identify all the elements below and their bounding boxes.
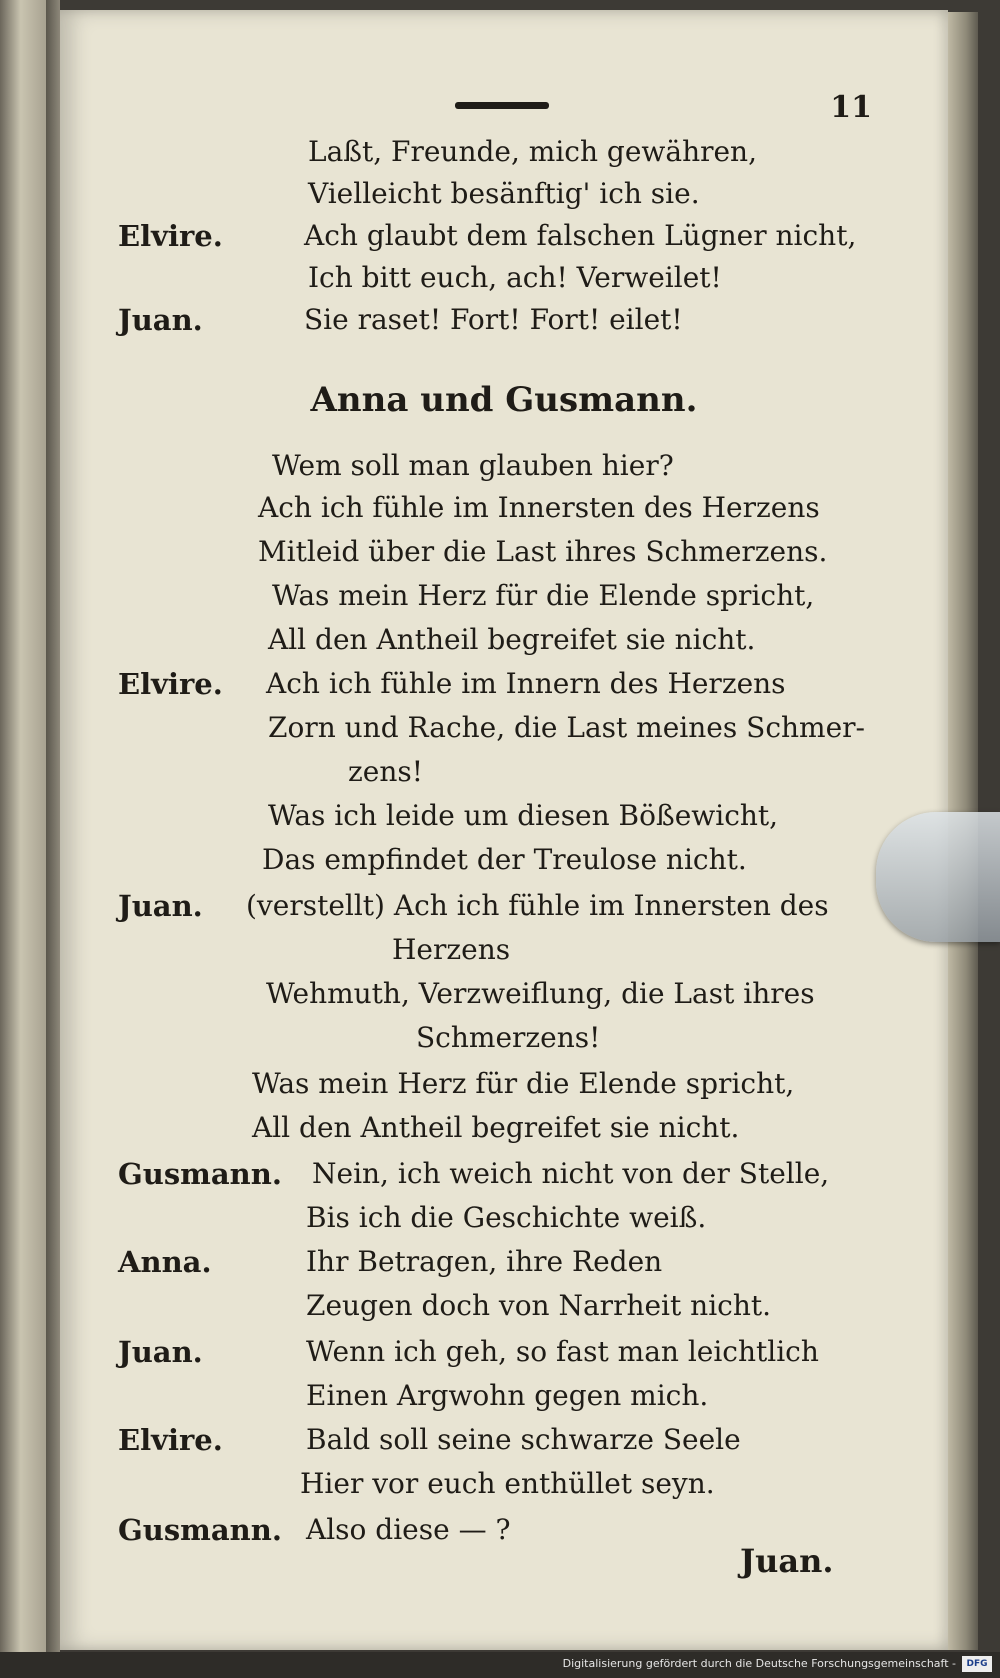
- speaker-name: Gusmann.: [118, 1513, 282, 1547]
- verse-line: [0, 794, 948, 838]
- verse-line: [0, 1462, 948, 1506]
- verse-text: Ach ich fühle im Innersten des Herzens: [258, 491, 820, 524]
- speaker-name: Gusmann.: [118, 1157, 282, 1191]
- verse-line: [0, 972, 948, 1016]
- verse-text: Das empfindet der Treulose nicht.: [262, 843, 747, 876]
- verse-text: Wem soll man glauben hier?: [272, 449, 674, 482]
- verse-text: Einen Argwohn gegen mich.: [306, 1379, 709, 1412]
- verse-line: [0, 130, 948, 174]
- verse-line: [0, 1240, 948, 1284]
- funding-credit: Digitalisierung gefördert durch die Deutsche Forschungsgemeinschaft -: [562, 1657, 956, 1670]
- verse-line: [0, 662, 948, 706]
- speaker-name: Anna.: [118, 1245, 212, 1279]
- verse-line: [0, 1152, 948, 1196]
- verse-line: [0, 1106, 948, 1150]
- verse-line: [0, 172, 948, 216]
- verse-text: Was ich leide um diesen Bößewicht,: [268, 799, 779, 832]
- verse-line: [0, 706, 948, 750]
- verse-line: [0, 1284, 948, 1328]
- verse-text: Wehmuth, Verzweiflung, die Last ihres: [266, 977, 815, 1010]
- verse-text: zens!: [348, 755, 423, 788]
- verse-text: Zeugen doch von Narrheit nicht.: [306, 1289, 772, 1322]
- verse-text: Schmerzens!: [416, 1021, 601, 1054]
- verse-text: (verstellt) Ach ich fühle im Innersten des: [246, 889, 829, 922]
- verse-text: Mitleid über die Last ihres Schmerzens.: [258, 535, 828, 568]
- verse-text: Zorn und Rache, die Last meines Schmer-: [268, 711, 865, 744]
- verse-text: All den Antheil begreifet sie nicht.: [252, 1111, 740, 1144]
- verse-line: [0, 1418, 948, 1462]
- verse-line: [0, 928, 948, 972]
- verse-line: [0, 530, 948, 574]
- verse-line: [0, 298, 948, 342]
- speaker-name: Juan.: [118, 1335, 203, 1369]
- verse-line: [0, 486, 948, 530]
- speaker-name: Elvire.: [118, 667, 223, 701]
- verse-line: [0, 444, 948, 488]
- speaker-name: Juan.: [118, 303, 203, 337]
- verse-text: Was mein Herz für die Elende spricht,: [272, 579, 815, 612]
- catchword: Juan.: [740, 1542, 834, 1580]
- verse-text: Ach ich fühle im Innern des Herzens: [266, 667, 786, 700]
- verse-text: Also diese — ?: [306, 1513, 511, 1546]
- verse-text: Was mein Herz für die Elende spricht,: [252, 1067, 795, 1100]
- header-rule: [455, 102, 549, 109]
- verse-text: Ihr Betragen, ihre Reden: [306, 1245, 663, 1278]
- verse-text: Herzens: [392, 933, 511, 966]
- section-heading: Anna und Gusmann.: [310, 380, 698, 420]
- footer-bar: [0, 1652, 1000, 1678]
- verse-text: Ach glaubt dem falschen Lügner nicht,: [304, 219, 857, 252]
- verse-line: [0, 1330, 948, 1374]
- speaker-name: Juan.: [118, 889, 203, 923]
- verse-line: [0, 1062, 948, 1106]
- verse-text: Bis ich die Geschichte weiß.: [306, 1201, 707, 1234]
- dfg-logo-icon: DFG: [962, 1656, 992, 1672]
- verse-line: [0, 1016, 948, 1060]
- verse-text: Vielleicht besänftig' ich sie.: [308, 177, 700, 210]
- page-clip: [876, 812, 1000, 942]
- verse-text: Hier vor euch enthüllet seyn.: [300, 1467, 715, 1500]
- verse-text: Laßt, Freunde, mich gewähren,: [308, 135, 757, 168]
- verse-text: Ich bitt euch, ach! Verweilet!: [308, 261, 722, 294]
- verse-text: Nein, ich weich nicht von der Stelle,: [312, 1157, 830, 1190]
- speaker-name: Elvire.: [118, 1423, 223, 1457]
- verse-line: [0, 884, 948, 928]
- verse-line: [0, 574, 948, 618]
- verse-text: Bald soll seine schwarze Seele: [306, 1423, 741, 1456]
- verse-text: All den Antheil begreifet sie nicht.: [268, 623, 756, 656]
- verse-line: [0, 618, 948, 662]
- verse-text: Wenn ich geh, so fast man leichtlich: [306, 1335, 819, 1368]
- verse-line: [0, 838, 948, 882]
- verse-line: [0, 214, 948, 258]
- page-number: 11: [830, 90, 872, 125]
- verse-line: [0, 750, 948, 794]
- speaker-name: Elvire.: [118, 219, 223, 253]
- verse-line: [0, 1374, 948, 1418]
- verse-line: [0, 1196, 948, 1240]
- verse-text: Sie raset! Fort! Fort! eilet!: [304, 303, 683, 336]
- verse-line: [0, 256, 948, 300]
